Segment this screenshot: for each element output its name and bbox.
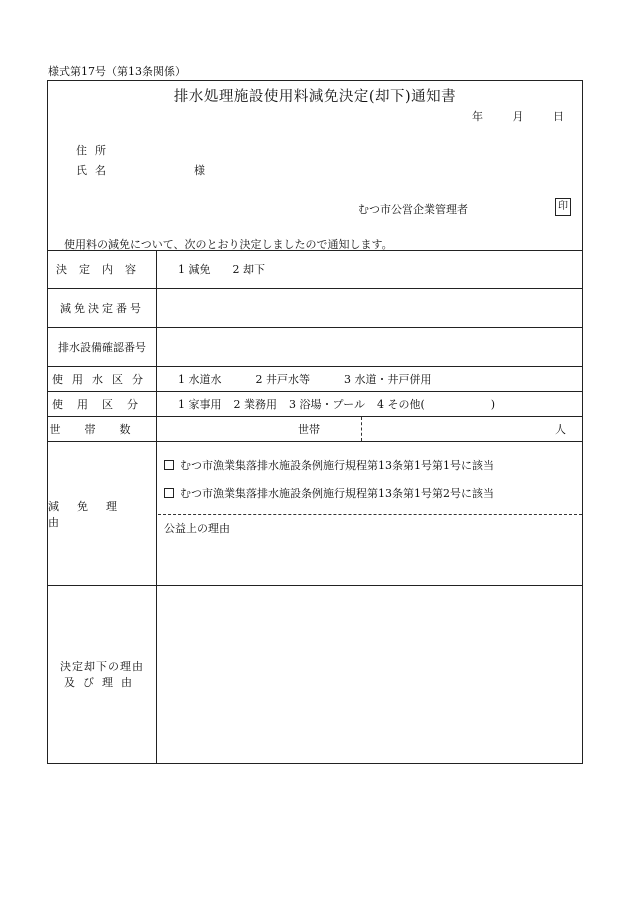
address-label: 住所 <box>76 144 114 157</box>
households-unit: 世帯 <box>298 423 320 436</box>
rejection-label <box>48 586 157 763</box>
exemption-number-field[interactable] <box>158 289 582 327</box>
reason-check-1[interactable] <box>164 457 494 473</box>
option-exemption[interactable]: 1 減免 <box>178 263 211 276</box>
reason-divider <box>158 514 582 515</box>
usage-type-label: 使用区分 <box>48 392 157 416</box>
option-combined[interactable]: 3 水道・井戸併用 <box>344 373 432 386</box>
usage-type-options <box>158 392 582 416</box>
page-title: 排水処理施設使用料減免決定(却下)通知書 <box>173 89 457 105</box>
water-type-label: 使用水区分 <box>48 367 157 391</box>
decision-row <box>48 250 582 289</box>
reason-check-2-text: むつ市漁業集落排水施設条例施行規程第13条第1号第2号に該当 <box>180 487 494 500</box>
persons-unit: 人 <box>555 423 566 436</box>
rejection-label-line2: 及び理由 <box>64 675 140 689</box>
household-row <box>48 417 582 442</box>
exemption-number-row <box>48 289 582 328</box>
form-header <box>48 81 582 251</box>
option-business[interactable]: 2 業務用 <box>233 398 277 411</box>
reason-check-1-text: むつ市漁業集落排水施設条例施行規程第13条第1号第1号に該当 <box>180 459 494 472</box>
usage-type-row <box>48 392 582 417</box>
year-label: 年 <box>472 110 483 123</box>
reason-label: 減免理由 <box>48 442 157 585</box>
reason-row <box>48 442 582 586</box>
option-household[interactable]: 1 家事用 <box>178 398 222 411</box>
confirmation-number-row <box>48 328 582 367</box>
option-bath-pool[interactable]: 3 浴場・プール <box>289 398 365 411</box>
notice-form <box>47 80 583 764</box>
option-rejection[interactable]: 2 却下 <box>232 263 265 276</box>
rejection-row <box>48 586 582 763</box>
water-type-row <box>48 367 582 392</box>
checkbox-icon[interactable] <box>164 460 174 470</box>
month-label: 月 <box>512 110 524 123</box>
household-divider <box>361 417 362 441</box>
honorific: 様 <box>194 164 205 177</box>
form-reference: 様式第17号（第13条関係） <box>48 65 186 78</box>
date-line <box>452 108 564 124</box>
seal-mark: 印 <box>555 198 571 216</box>
issuer-name: むつ市公営企業管理者 <box>358 203 468 216</box>
household-label: 世帯数 <box>48 417 157 441</box>
name-label: 氏名 <box>76 164 114 177</box>
option-other[interactable]: 4 その他( ) <box>376 398 496 411</box>
confirmation-number-label: 排水設備確認番号 <box>48 328 157 366</box>
notice-text: 使用料の減免について、次のとおり決定しましたので通知します。 <box>64 238 393 251</box>
day-label: 日 <box>553 110 564 123</box>
rejection-label-line1: 決定却下の理由 <box>60 659 144 673</box>
water-type-options <box>158 367 582 391</box>
option-tap-water[interactable]: 1 水道水 <box>178 373 222 386</box>
confirmation-number-field[interactable] <box>158 328 582 366</box>
option-well-water[interactable]: 2 井戸水等 <box>255 373 310 386</box>
rejection-reason-field[interactable] <box>158 586 582 763</box>
exemption-number-label: 減免決定番号 <box>48 289 157 327</box>
decision-label: 決定内容 <box>48 250 157 288</box>
decision-options <box>158 250 582 288</box>
reason-check-2[interactable] <box>164 485 494 501</box>
checkbox-icon[interactable] <box>164 488 174 498</box>
public-interest-reason: 公益上の理由 <box>164 522 230 535</box>
